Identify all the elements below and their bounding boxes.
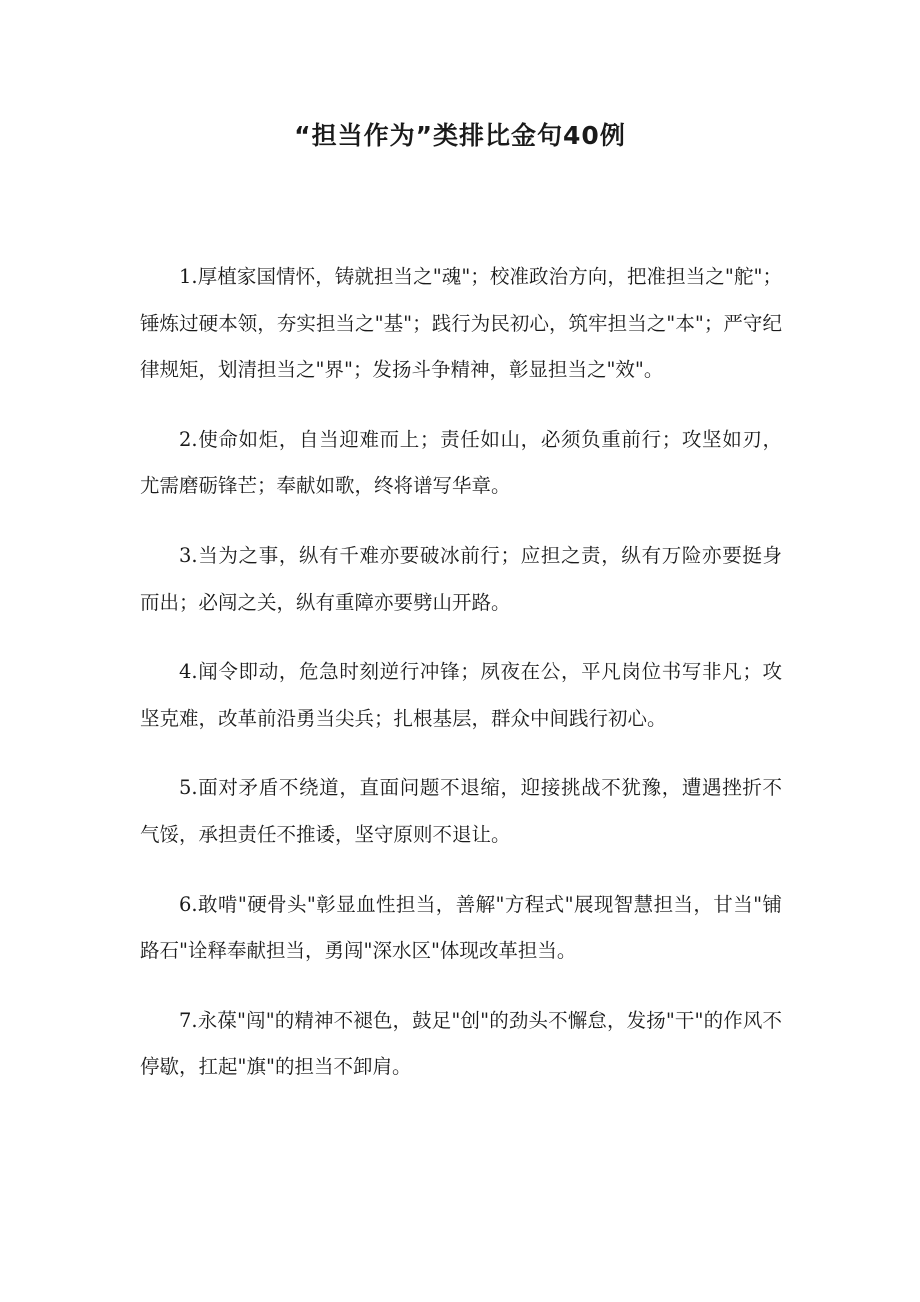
document-body	[140, 254, 782, 1114]
paragraph-3: 3.当为之事，纵有千难亦要破冰前行；应担之责，纵有万险亦要挺身而出；必闯之关，纵有重障亦要劈山开路。	[140, 543, 782, 614]
paragraph-7: 7.永葆"闯"的精神不褪色，鼓足"创"的劲头不懈怠，发扬"干"的作风不停歇，扛起"旗"的担当不卸肩。	[140, 1008, 782, 1079]
paragraph-4: 4.闻令即动，危急时刻逆行冲锋；夙夜在公，平凡岗位书写非凡；攻坚克难，改革前沿勇当尖兵；扎根基层，群众中间践行初心。	[140, 660, 782, 730]
paragraph-1: 1.厚植家国情怀，铸就担当之"魂"；校准政治方向，把准担当之"舵"；锤炼过硬本领，夯实担当之"基"；践行为民初心，筑牢担当之"本"；严守纪律规矩，划清担当之"界"；发扬斗争精神，彰显担当之"效"。	[140, 265, 782, 382]
paragraph-2: 2.使命如炬，自当迎难而上；责任如山，必须负重前行；攻坚如刃，尤需磨砺锋芒；奉献如歌，终将谱写华章。	[140, 427, 782, 498]
paragraph-6: 6.敢啃"硬骨头"彰显血性担当，善解"方程式"展现智慧担当，甘当"铺路石"诠释奉献担当，勇闯"深水区"体现改革担当。	[140, 892, 782, 963]
paragraph-5: 5.面对矛盾不绕道，直面问题不退缩，迎接挑战不犹豫，遭遇挫折不气馁，承担责任不推诿，坚守原则不退让。	[140, 776, 782, 846]
document-title: “担当作为”类排比金句40例	[294, 121, 626, 150]
